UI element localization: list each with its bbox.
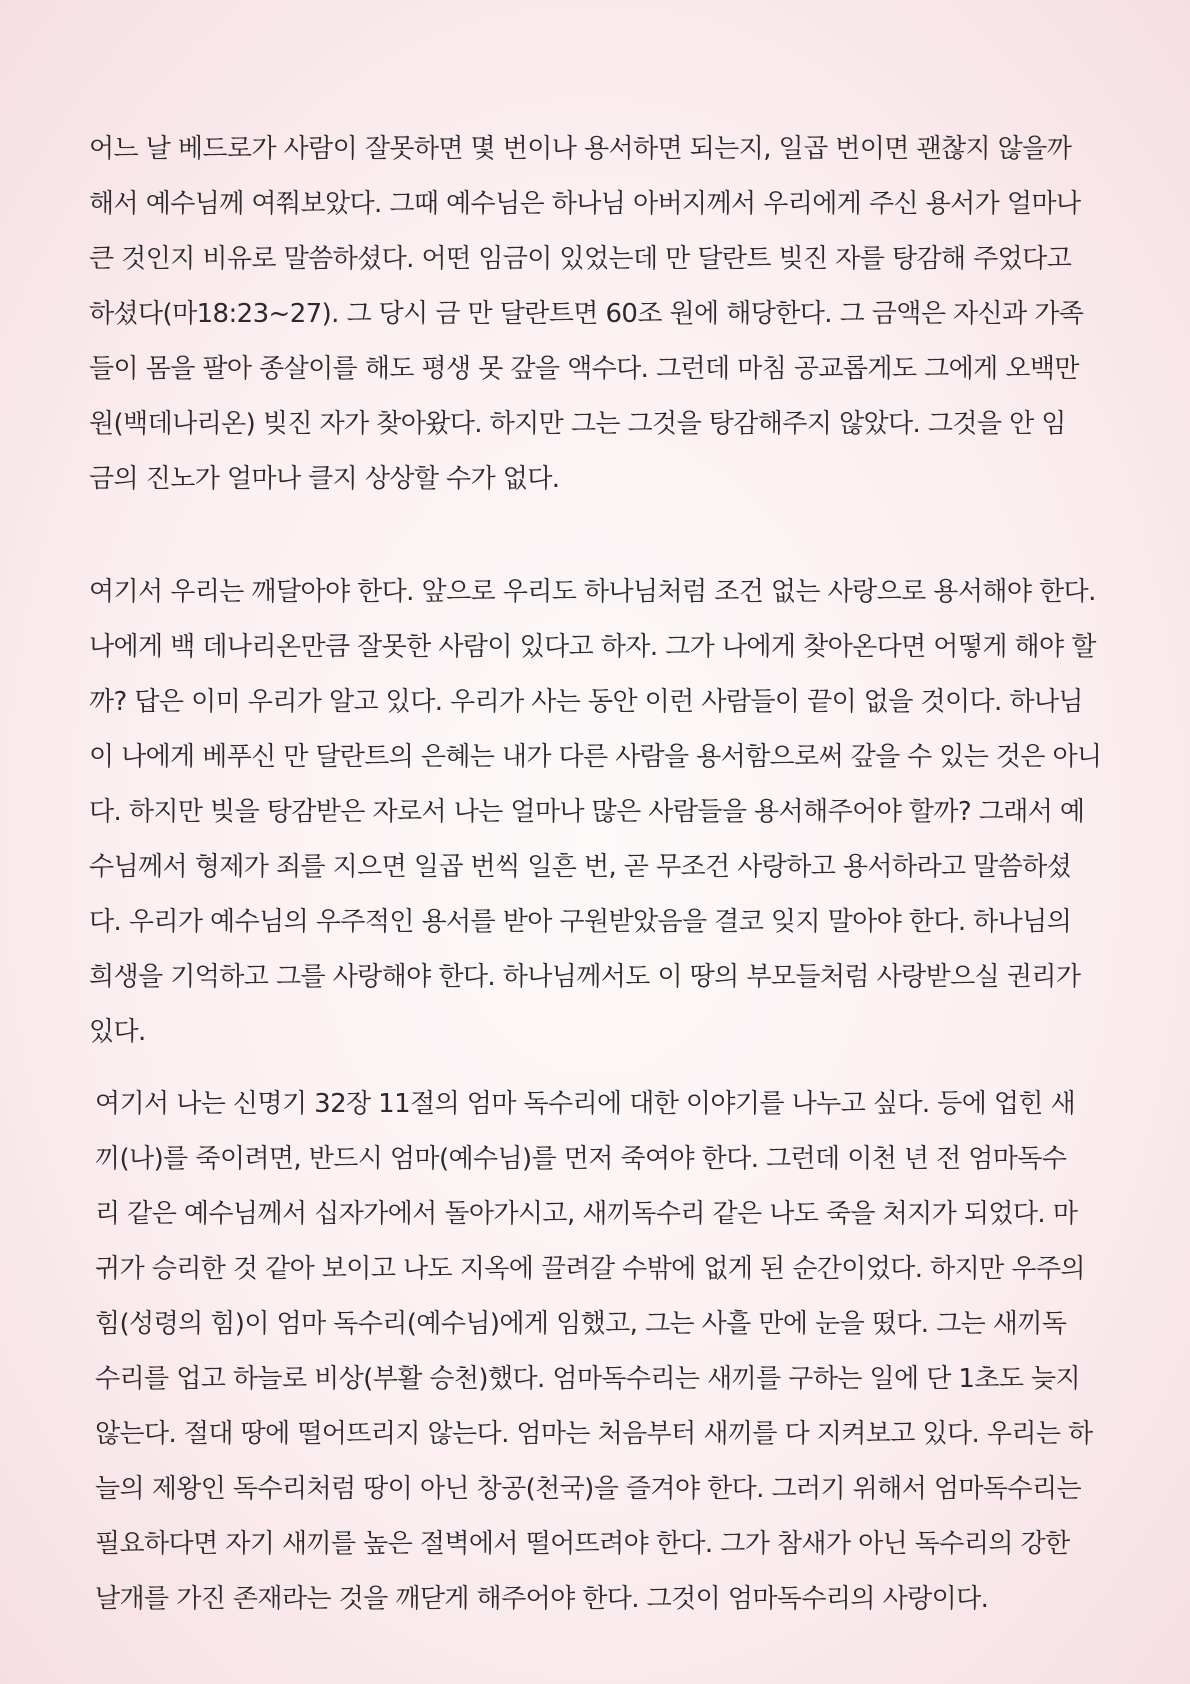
text-line: 끼(나)를 죽이려면, 반드시 엄마(예수님)를 먼저 죽여야 한다. 그런데 이천 년 전 엄마독수	[95, 1144, 1067, 1174]
text-line: 희생을 기억하고 그를 사랑해야 한다. 하나님께서도 이 땅의 부모들처럼 사랑받으실 권리가	[89, 962, 1081, 992]
text-line: 하셨다(마18:23~27). 그 당시 금 만 달란트면 60조 원에 해당한다. 그 금액은 자신과 가족	[89, 299, 1084, 329]
text-line: 여기서 우리는 깨달아야 한다. 앞으로 우리도 하나님처럼 조건 없는 사랑으로 용서해야 한다.	[89, 577, 1096, 607]
text-line: 수님께서 형제가 죄를 지으면 일곱 번씩 일흔 번, 곧 무조건 사랑하고 용서하라고 말씀하셨	[89, 852, 1072, 882]
text-line: 다. 우리가 예수님의 우주적인 용서를 받아 구원받았음을 결코 잊지 말아야 한다. 하나님의	[89, 907, 1072, 937]
text-line: 리 같은 예수님께서 십자가에서 돌아가시고, 새끼독수리 같은 나도 죽을 처지가 되었다. 마	[95, 1199, 1078, 1229]
text-line: 나에게 백 데나리온만큼 잘못한 사람이 있다고 하자. 그가 나에게 찾아온다면 어떻게 해야 할	[89, 632, 1096, 662]
text-line: 여기서 나는 신명기 32장 11절의 엄마 독수리에 대한 이야기를 나누고 싶다. 등에 업힌 새	[95, 1089, 1076, 1119]
text-line: 어느 날 베드로가 사람이 잘못하면 몇 번이나 용서하면 되는지, 일곱 번이면 괜찮지 않을까	[89, 134, 1072, 164]
paragraph-1	[89, 122, 1101, 507]
text-line: 다. 하지만 빚을 탕감받은 자로서 나는 얼마나 많은 사람들을 용서해주어야 할까? 그래서 예	[89, 797, 1085, 827]
text-line: 들이 몸을 팔아 종살이를 해도 평생 못 갚을 액수다. 그런데 마침 공교롭게도 그에게 오백만	[89, 354, 1079, 384]
text-line: 해서 예수님께 여쭤보았다. 그때 예수님은 하나님 아버지께서 우리에게 주신 용서가 얼마나	[89, 189, 1081, 219]
text-line: 있다.	[89, 1017, 146, 1047]
paragraph-2	[89, 565, 1101, 1060]
text-line: 힘(성령의 힘)이 엄마 독수리(예수님)에게 임했고, 그는 사흘 만에 눈을 떴다. 그는 새끼독	[95, 1309, 1067, 1339]
text-line: 큰 것인지 비유로 말씀하셨다. 어떤 임금이 있었는데 만 달란트 빚진 자를 탕감해 주었다고	[89, 244, 1072, 274]
text-line: 날개를 가진 존재라는 것을 깨닫게 해주어야 한다. 그것이 엄마독수리의 사랑이다.	[95, 1584, 989, 1614]
paragraph-3	[95, 1077, 1101, 1627]
text-line: 늘의 제왕인 독수리처럼 땅이 아닌 창공(천국)을 즐겨야 한다. 그러기 위해서 엄마독수리는	[95, 1474, 1081, 1504]
text-line: 까? 답은 이미 우리가 알고 있다. 우리가 사는 동안 이런 사람들이 끝이 없을 것이다. 하나님	[89, 687, 1083, 717]
text-line: 이 나에게 베푸신 만 달란트의 은혜는 내가 다른 사람을 용서함으로써 갚을 수 있는 것은 아니	[89, 742, 1102, 772]
text-line: 필요하다면 자기 새끼를 높은 절벽에서 떨어뜨려야 한다. 그가 참새가 아닌 독수리의 강한	[95, 1529, 1070, 1559]
text-line: 귀가 승리한 것 같아 보이고 나도 지옥에 끌려갈 수밖에 없게 된 순간이었다. 하지만 우주의	[95, 1254, 1085, 1284]
text-line: 금의 진노가 얼마나 클지 상상할 수가 없다.	[89, 464, 560, 494]
text-line: 않는다. 절대 땅에 떨어뜨리지 않는다. 엄마는 처음부터 새끼를 다 지켜보고 있다. 우리는 하	[95, 1419, 1093, 1449]
text-line: 원(백데나리온) 빚진 자가 찾아왔다. 하지만 그는 그것을 탕감해주지 않았다. 그것을 안 임	[89, 409, 1066, 439]
text-line: 수리를 업고 하늘로 비상(부활 승천)했다. 엄마독수리는 새끼를 구하는 일에 단 1초도 늦지	[95, 1364, 1081, 1394]
